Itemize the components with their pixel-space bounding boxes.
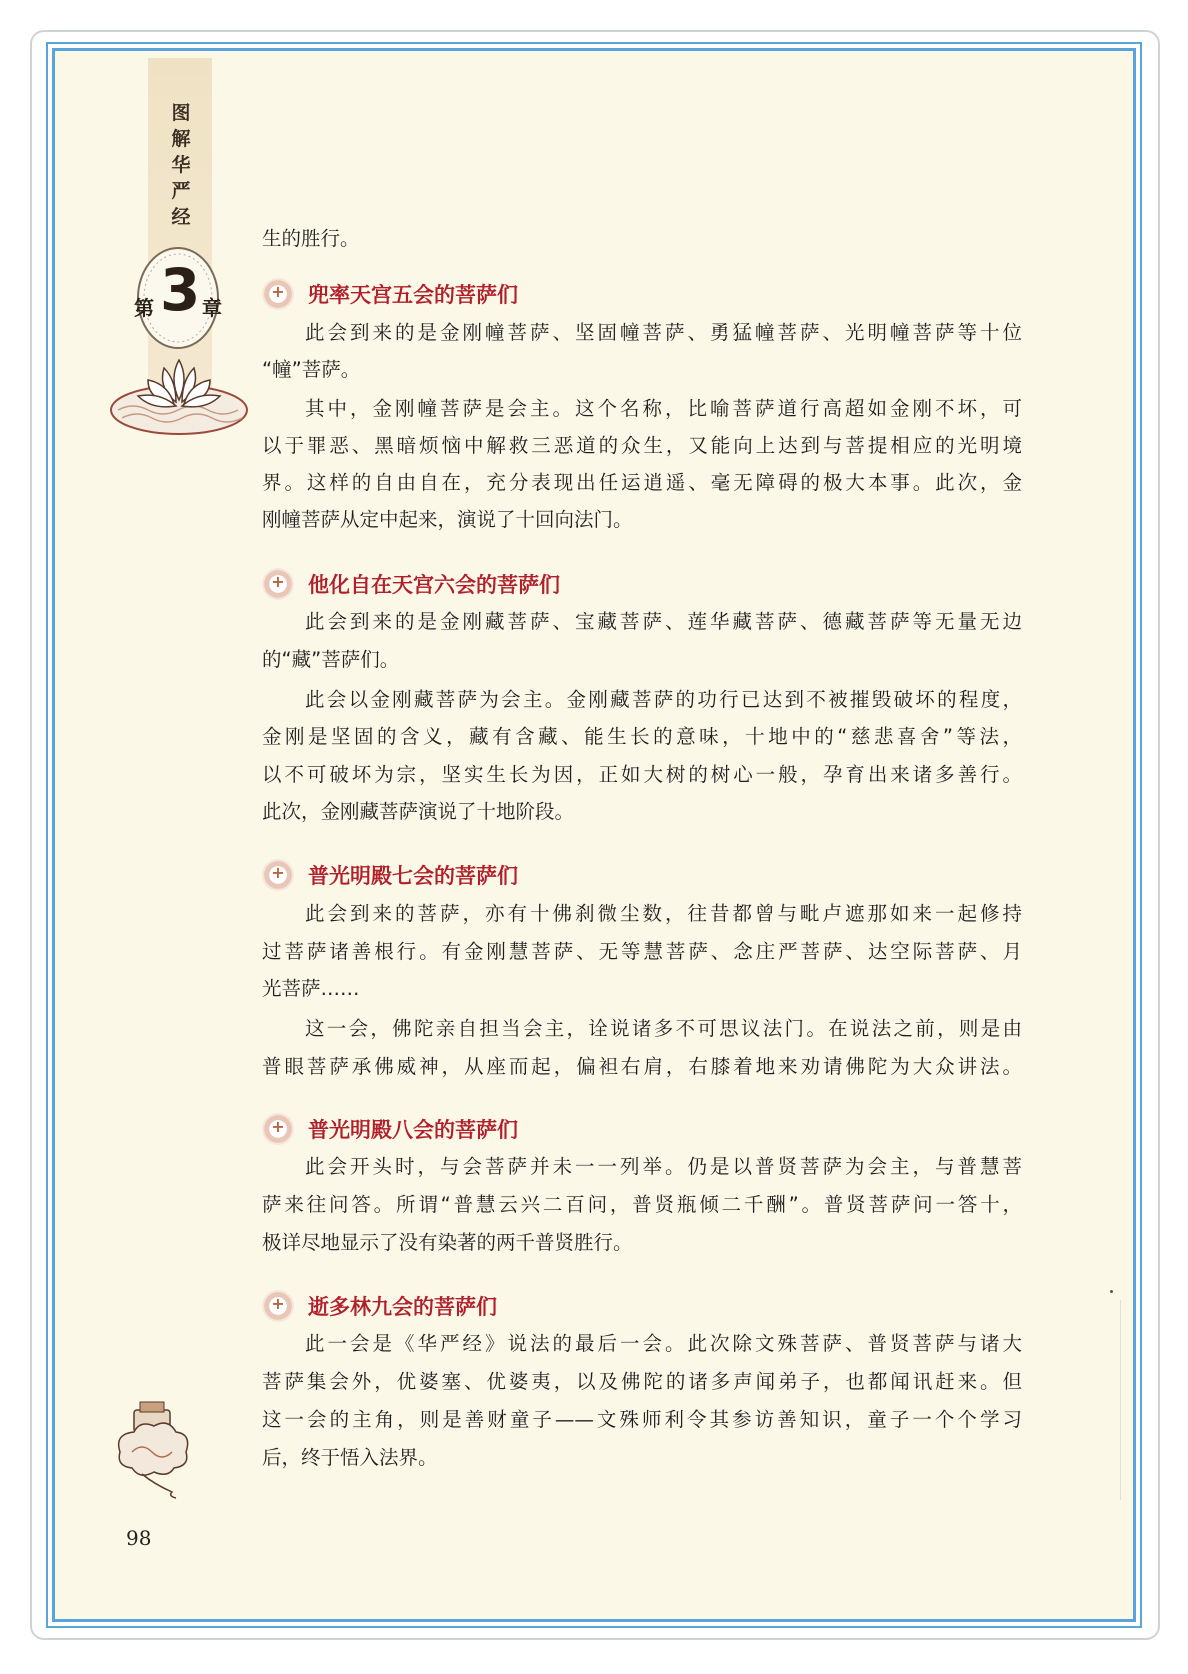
chapter-badge	[132, 240, 224, 358]
side-title-char: 图	[171, 102, 191, 124]
section-heading-text: 兜率天宫五会的菩萨们	[308, 283, 518, 307]
cloud-ornament-icon	[112, 1400, 192, 1500]
section-bullet-icon	[262, 568, 294, 600]
scan-line	[1120, 1300, 1121, 1500]
section-bullet-icon	[262, 1113, 294, 1145]
chapter-suffix: 章	[202, 296, 222, 320]
side-title-char: 经	[171, 206, 191, 228]
side-title-char: 华	[171, 154, 191, 176]
section-heading	[262, 858, 518, 892]
text-line: 刚幢菩萨从定中起来，演说了十回向法门。	[262, 508, 633, 531]
section-bullet-icon	[262, 1290, 294, 1322]
section-heading-text: 逝多林九会的菩萨们	[308, 1295, 497, 1319]
side-title-char: 严	[171, 180, 191, 202]
text-line: 后，终于悟入法界。	[262, 1446, 438, 1469]
text-line: “幢”菩萨。	[262, 358, 361, 381]
text-line: 这一会的主角，则是善财童子——文殊师利令其参访善知识，童子一个个学习	[262, 1408, 1022, 1431]
text-line: 界。这样的自由自在，充分表现出任运逍遥、毫无障碍的极大本事。此次，金	[262, 471, 1022, 494]
text-line: 菩萨集会外，优婆塞、优婆夷，以及佛陀的诸多声闻弟子，也都闻讯赶来。但	[262, 1370, 1022, 1393]
section-heading-text: 普光明殿七会的菩萨们	[308, 864, 518, 888]
text-line: 普眼菩萨承佛威神，从座而起，偏袒右肩，右膝着地来劝请佛陀为大众讲法。	[262, 1055, 1022, 1078]
text-line: 其中，金刚幢菩萨是会主。这个名称，比喻菩萨道行高超如金刚不坏，可	[305, 397, 1022, 420]
text-line: 这一会，佛陀亲自担当会主，诠说诸多不可思议法门。在说法之前，则是由	[305, 1017, 1022, 1040]
text-line: 金刚是坚固的含义，藏有含藏、能生长的意味，十地中的“慈悲喜舍”等法，	[262, 725, 1022, 748]
text-line: 极详尽地显示了没有染著的两千普贤胜行。	[262, 1231, 633, 1254]
text-line: 此会以金刚藏菩萨为会主。金刚藏菩萨的功行已达到不被摧毁破坏的程度，	[305, 688, 1022, 711]
section-heading	[262, 1112, 518, 1146]
scan-speck	[1110, 1290, 1113, 1293]
section-heading-text: 普光明殿八会的菩萨们	[308, 1118, 518, 1142]
text-line: 此一会是《华严经》说法的最后一会。此次除文殊菩萨、普贤菩萨与诸大	[305, 1332, 1022, 1355]
text-line: 以不可破坏为宗，坚实生长为因，正如大树的树心一般，孕育出来诸多善行。	[262, 763, 1022, 786]
text-line: 过菩萨诸善根行。有金刚慧菩萨、无等慧菩萨、念庄严菩萨、达空际菩萨、月	[262, 940, 1022, 963]
side-title-char: 解	[171, 128, 191, 150]
page-number: 98	[126, 1526, 152, 1550]
text-line: 此会到来的是金刚幢菩萨、坚固幢菩萨、勇猛幢菩萨、光明幢菩萨等十位	[305, 321, 1022, 344]
section-heading	[262, 1289, 497, 1323]
text-line: 的“藏”菩萨们。	[262, 648, 400, 671]
text-line: 此次，金刚藏菩萨演说了十地阶段。	[262, 800, 575, 823]
book-title-vertical	[166, 100, 196, 230]
chapter-prefix: 第	[134, 296, 154, 320]
text-line: 以于罪恶、黑暗烦恼中解救三恶道的众生，又能向上达到与菩提相应的光明境	[262, 434, 1022, 457]
text-line: 生的胜行。	[262, 227, 360, 250]
section-bullet-icon	[262, 859, 294, 891]
section-heading-text: 他化自在天宫六会的菩萨们	[308, 573, 560, 597]
text-line: 光菩萨……	[262, 977, 360, 1000]
section-heading	[262, 567, 560, 601]
section-heading	[262, 277, 518, 311]
chapter-number: 3	[160, 256, 201, 324]
text-line: 此会到来的是金刚藏菩萨、宝藏菩萨、莲华藏菩萨、德藏菩萨等无量无边	[305, 610, 1022, 633]
section-bullet-icon	[262, 278, 294, 310]
text-line: 此会到来的菩萨，亦有十佛刹微尘数，往昔都曾与毗卢遮那如来一起修持	[305, 902, 1022, 925]
text-line: 萨来往问答。所谓“普慧云兴二百问，普贤瓶倾二千酬”。普贤菩萨问一答十，	[262, 1193, 1022, 1216]
lotus-icon	[108, 352, 250, 438]
text-line: 此会开头时，与会菩萨并未一一列举。仍是以普贤菩萨为会主，与普慧菩	[305, 1155, 1022, 1178]
